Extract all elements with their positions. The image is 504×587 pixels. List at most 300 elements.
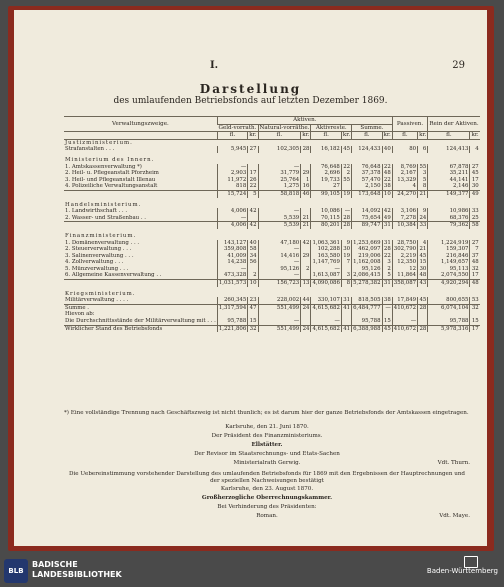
cell-fl: 28,750 xyxy=(392,240,417,247)
cell-fl: 10,986 xyxy=(428,208,470,215)
cell-kr xyxy=(382,311,392,318)
cell-kr: 45 xyxy=(471,170,479,177)
section-header-row xyxy=(64,202,480,209)
row-label: Wirklicher Stand des Betriebsfonds xyxy=(64,325,217,332)
cell-kr: 53 xyxy=(471,297,479,304)
row-label: Strafanstalten . . . xyxy=(65,146,115,153)
cell-fl: — xyxy=(258,164,301,171)
row-label: Summe . xyxy=(64,304,217,311)
cell-kr xyxy=(248,311,258,318)
cell-fl: 37,378 xyxy=(352,170,382,177)
cell-kr: 37 xyxy=(471,252,479,259)
cell-kr: 31 xyxy=(383,239,391,246)
section-header-row xyxy=(64,139,480,146)
row-label: 4. Zollverwaltung . . . xyxy=(65,259,124,266)
cell-kr: — xyxy=(341,208,351,215)
cell-kr xyxy=(248,266,258,273)
cell-kr: 21 xyxy=(302,214,310,221)
cell-fl: 19,733 xyxy=(311,177,341,184)
revisor-sign: Vdt. Thurn. xyxy=(437,460,470,466)
unit-kr: kr. xyxy=(342,132,351,139)
row-label: Finanzministerium. xyxy=(65,232,137,239)
table-row xyxy=(64,246,480,253)
table-row xyxy=(64,164,480,171)
cell-fl: 3,106 xyxy=(392,208,417,215)
cell-kr: 21 xyxy=(302,222,310,229)
cell-fl: 70,115 xyxy=(311,215,341,222)
cell-fl: 95,788 xyxy=(428,318,470,325)
cell-fl: 14,238 xyxy=(217,259,247,266)
cell-kr: 30 xyxy=(419,265,427,272)
cell-fl: 4,006 xyxy=(217,208,247,215)
cell-kr xyxy=(418,311,428,318)
cell-kr: 48 xyxy=(471,280,479,287)
cell-fl: 89,747 xyxy=(352,222,382,229)
row-label: 6. Allgemeine Kassenverwaltung . . xyxy=(65,272,162,279)
cell-fl: 2,903 xyxy=(217,170,247,177)
unit-kr: kr. xyxy=(383,132,391,139)
table-row xyxy=(64,183,480,190)
cell-fl: 4,920,294 xyxy=(428,280,470,287)
cell-kr: 27 xyxy=(471,163,479,170)
cell-fl: 58,818 xyxy=(258,190,301,197)
cell-kr: 56 xyxy=(249,259,257,266)
cell-fl: 410,672 xyxy=(393,325,417,332)
cell-fl: 10,384 xyxy=(392,222,417,229)
cell-fl: 4,090,086 xyxy=(312,280,340,287)
cell-fl: 102,305 xyxy=(258,146,301,153)
cell-kr: 16 xyxy=(302,183,310,190)
table-row xyxy=(64,253,480,260)
unit-kr: kr. xyxy=(249,132,257,139)
cell-kr: 46 xyxy=(302,190,310,197)
row-label: 1. Domänenverwaltung . . . xyxy=(65,239,140,246)
cell-kr: 34 xyxy=(249,252,257,259)
cell-fl: 68,376 xyxy=(428,215,470,222)
cell-fl: 551,499 xyxy=(258,325,301,332)
col-aktiven: Aktiven. xyxy=(217,117,392,125)
cell-fl: 2,167 xyxy=(392,170,417,177)
scanned-page xyxy=(14,10,487,546)
cell-kr: 58 xyxy=(471,222,479,229)
betriebsfonds-table xyxy=(64,116,480,332)
cell-kr: — xyxy=(382,304,392,311)
cell-fl xyxy=(217,311,247,318)
total-row xyxy=(64,304,480,311)
section-number: I. xyxy=(210,60,219,71)
cell-fl: 44,141 xyxy=(428,177,470,184)
unit-fl: fl. xyxy=(428,132,470,140)
unit-fl: fl. xyxy=(352,132,382,140)
cell-kr: 45 xyxy=(419,252,427,259)
cell-kr: 10 xyxy=(383,190,391,197)
row-label: Kriegsministerium. xyxy=(65,290,136,297)
cell-kr: 31 xyxy=(383,222,391,229)
cell-fl: — xyxy=(392,318,417,325)
page-subtitle: des umlaufenden Betriebsfonds auf letzten Dezember 1869. xyxy=(113,96,388,106)
cell-kr: 10 xyxy=(249,280,257,287)
cell-fl: 35,211 xyxy=(428,170,470,177)
row-label xyxy=(64,222,217,229)
cell-fl: 4 xyxy=(392,183,417,190)
cell-kr: 15 xyxy=(419,259,427,266)
unit-fl: fl. xyxy=(311,132,341,140)
cell-kr: 49 xyxy=(383,214,391,221)
cell-kr xyxy=(341,318,351,325)
cell-fl: 330,107 xyxy=(311,297,341,304)
row-label: 1. Landwirthschaft . . . xyxy=(65,208,128,215)
cell-fl: 11,864 xyxy=(392,272,417,279)
cell-kr: 22 xyxy=(383,176,391,183)
cell-kr: 28 xyxy=(383,246,391,253)
row-label xyxy=(64,280,217,287)
cell-fl: 818 xyxy=(217,183,247,190)
cell-fl: 76,648 xyxy=(352,164,382,171)
cell-kr: 2 xyxy=(382,266,392,273)
cell-fl: 15,724 xyxy=(217,190,247,197)
cell-fl: 8,769 xyxy=(392,164,417,171)
cell-fl: 551,499 xyxy=(258,304,301,311)
table-row xyxy=(64,215,480,222)
place-date: Karlsruhe, den 21. Juni 1870. xyxy=(225,424,309,430)
cell-fl: 102,288 xyxy=(311,246,341,253)
cell-kr: 48 xyxy=(419,272,427,279)
cell-kr: 49 xyxy=(471,190,479,197)
cell-fl: 800,655 xyxy=(428,297,470,304)
cell-kr xyxy=(301,246,311,253)
cell-fl: 5,945 xyxy=(217,146,247,153)
cell-kr: 7 xyxy=(470,246,480,253)
cell-kr xyxy=(301,318,311,325)
table-body xyxy=(64,139,480,332)
cell-kr xyxy=(341,183,351,190)
cell-kr xyxy=(301,311,311,318)
col-branch: Verwaltungszweige. xyxy=(64,117,217,132)
table-row xyxy=(64,318,480,325)
cell-kr: 48 xyxy=(383,170,391,177)
cell-fl: 17,849 xyxy=(392,297,417,304)
cell-kr: 9 xyxy=(418,208,428,215)
cell-fl: 2,086,415 xyxy=(353,272,381,279)
row-label: 1. Amtskassenverwaltung *) xyxy=(65,163,142,170)
cell-fl: — xyxy=(258,208,301,215)
cell-fl: 12,350 xyxy=(392,259,417,266)
cell-kr: 7 xyxy=(341,259,351,266)
page-number: 29 xyxy=(452,60,465,71)
row-label: Handelsministerium. xyxy=(65,201,142,208)
cell-fl: 13,329 xyxy=(392,177,417,184)
col-summe: Summe. xyxy=(352,124,393,132)
cell-kr: 5 xyxy=(418,177,428,184)
cell-kr: 22 xyxy=(249,183,257,190)
cell-fl: 75,654 xyxy=(352,215,382,222)
row-label: 2. Wasser- und Straßenbau . . xyxy=(65,214,146,221)
col-geld: Geld-vorrath. xyxy=(218,124,257,131)
cell-kr: 42 xyxy=(249,208,257,215)
table-row xyxy=(64,311,480,318)
cell-kr: 15 xyxy=(383,318,391,325)
chamber-sign: Vdt. Maye. xyxy=(439,513,470,519)
unit-blank xyxy=(64,132,217,140)
cell-fl: 5,539 xyxy=(258,222,301,229)
cell-fl: — xyxy=(258,259,301,266)
cell-kr: 33 xyxy=(471,208,479,215)
cell-kr: 32 xyxy=(249,325,257,332)
cell-kr: 45 xyxy=(419,297,427,304)
cell-fl: 1,253,669 xyxy=(353,239,381,246)
col-passiven: Passiven. xyxy=(392,117,428,132)
cell-fl: 2,696 xyxy=(311,170,341,177)
cell-fl: 67,878 xyxy=(428,164,470,171)
cell-kr: 6 xyxy=(418,146,428,153)
cell-kr: 29 xyxy=(302,252,310,259)
cell-kr: 4 xyxy=(470,146,480,153)
cell-fl: 410,672 xyxy=(393,304,417,311)
blb-logo: BLB xyxy=(4,559,28,583)
unit-row xyxy=(64,132,480,140)
cell-kr: 2 xyxy=(341,170,351,177)
cell-kr: 41 xyxy=(343,325,351,332)
table-row xyxy=(64,170,480,177)
cell-fl: 14,092 xyxy=(352,208,382,215)
cell-kr: 24 xyxy=(419,214,427,221)
row-label: 5. Münzverwaltung . . . xyxy=(65,265,129,272)
cell-kr: 17 xyxy=(249,170,257,177)
cell-fl: 1,147,769 xyxy=(312,259,340,266)
cell-kr: 9 xyxy=(341,240,351,247)
cell-kr: 24 xyxy=(302,304,310,311)
cell-fl: 95,788 xyxy=(217,318,247,325)
cell-kr: 29 xyxy=(302,170,310,177)
row-label: Ministerium des Innern. xyxy=(65,156,155,163)
cell-kr: 17 xyxy=(471,176,479,183)
cell-fl: 1,275 xyxy=(258,183,301,190)
cell-fl: — xyxy=(217,266,247,273)
cell-kr: 28 xyxy=(419,304,427,311)
cell-kr: 45 xyxy=(383,325,391,332)
page-title: Darstellung xyxy=(199,82,302,96)
table-row xyxy=(64,177,480,184)
cell-kr: 15 xyxy=(249,318,257,325)
unit-fl: fl. xyxy=(258,132,301,140)
cell-fl: 143,127 xyxy=(217,240,247,247)
cell-kr: 47 xyxy=(249,304,257,311)
cell-kr: 26 xyxy=(249,176,257,183)
cell-fl: 124,413 xyxy=(428,146,470,153)
row-label: Militärverwaltung . . . . xyxy=(65,297,129,304)
cell-kr: 2 xyxy=(301,266,311,273)
cell-fl: 260,345 xyxy=(217,297,247,304)
cell-fl: 12 xyxy=(392,266,417,273)
cell-kr: 42 xyxy=(383,208,391,215)
cell-fl: — xyxy=(217,164,247,171)
cell-kr: 5 xyxy=(382,272,392,279)
cell-fl: 99,105 xyxy=(311,190,341,197)
cell-kr: 55 xyxy=(419,163,427,170)
row-label xyxy=(64,190,217,197)
unit-kr: kr. xyxy=(302,132,310,139)
cell-kr: 28 xyxy=(419,325,427,332)
cell-kr: 22 xyxy=(383,252,391,259)
table-row xyxy=(64,266,480,273)
cell-kr: 3 xyxy=(418,170,428,177)
cell-kr: 28 xyxy=(343,222,351,229)
cell-fl: — xyxy=(311,318,341,325)
cell-kr: 38 xyxy=(383,297,391,304)
table-row xyxy=(64,240,480,247)
cell-kr: 17 xyxy=(471,272,479,279)
cell-fl xyxy=(311,311,341,318)
row-label: 3. Salinenverwaltung . . . xyxy=(65,252,134,259)
cell-fl: 302,790 xyxy=(393,246,417,253)
table-row xyxy=(64,146,480,153)
cell-kr: 44 xyxy=(302,297,310,304)
cell-kr: 17 xyxy=(471,325,479,332)
section-header-row xyxy=(64,157,480,164)
cell-fl: 228,002 xyxy=(258,297,301,304)
cell-fl xyxy=(352,311,382,318)
row-label: 3. Heil- und Pflegeanstalt Illenau xyxy=(65,176,156,183)
cell-fl: 47,180 xyxy=(258,240,301,247)
total-row xyxy=(64,325,480,332)
cell-fl: 80 xyxy=(392,146,417,153)
statement-date: Karlsruhe, den 23. August 1870. xyxy=(220,486,314,492)
cell-kr: 21 xyxy=(419,246,427,253)
cell-fl: 6,388,988 xyxy=(353,325,381,332)
cell-kr xyxy=(248,215,258,222)
cell-kr xyxy=(418,318,428,325)
table-row xyxy=(64,259,480,266)
cell-kr: 32 xyxy=(471,304,479,311)
cell-kr: 30 xyxy=(471,183,479,190)
cell-kr: 42 xyxy=(249,222,257,229)
cell-kr xyxy=(301,259,311,266)
cell-fl: 1,031,573 xyxy=(218,280,247,287)
row-label: 2. Heil- u. Pflegeanstalt Pforzheim xyxy=(65,170,159,177)
cell-fl: 462,097 xyxy=(352,246,382,253)
cell-kr: 24 xyxy=(302,325,310,332)
cell-fl: 4,615,682 xyxy=(312,304,340,311)
cell-kr: 48 xyxy=(471,259,479,266)
cell-kr: 22 xyxy=(343,163,351,170)
total-row xyxy=(64,190,480,197)
ministry: Der Präsident des Finanzministeriums. xyxy=(211,433,323,439)
cell-kr: 40 xyxy=(383,146,391,153)
cell-kr: 5 xyxy=(248,190,258,197)
cell-kr: 30 xyxy=(343,246,351,253)
cell-fl: 473,328 xyxy=(217,272,247,279)
cell-kr: 27 xyxy=(471,239,479,246)
chamber: Großherzogliche Oberrechnungskammer. xyxy=(201,495,333,501)
chamber-name: Roman. xyxy=(256,513,278,519)
cell-kr: 42 xyxy=(302,239,310,246)
cell-fl: — xyxy=(258,272,301,279)
row-label: Hievon ab: xyxy=(65,311,95,318)
cell-kr: 27 xyxy=(249,146,257,153)
cell-kr: 25 xyxy=(471,214,479,221)
cell-fl: 6,074,104 xyxy=(428,304,470,311)
cell-fl: 5,278,382 xyxy=(353,280,381,287)
cell-fl: 76,648 xyxy=(311,164,341,171)
cell-kr: 45 xyxy=(343,146,351,153)
cell-fl: 95,788 xyxy=(352,318,382,325)
cell-fl: 10,086 xyxy=(311,208,341,215)
cell-fl: 1,224,919 xyxy=(428,240,470,247)
cell-fl: 41,009 xyxy=(217,253,247,260)
cell-fl: 1,613,087 xyxy=(312,272,340,279)
cell-fl: 2,146 xyxy=(428,183,470,190)
cell-fl: 156,723 xyxy=(258,280,301,287)
section-header-row xyxy=(64,233,480,240)
cell-kr: 2 xyxy=(248,272,258,279)
unit-kr: kr. xyxy=(419,132,427,139)
cell-kr: 41 xyxy=(343,304,351,311)
cell-kr: 21 xyxy=(419,190,427,197)
cell-fl: 57,470 xyxy=(352,177,382,184)
cell-fl: 1,221,806 xyxy=(218,325,247,332)
section-header-row xyxy=(64,291,480,298)
cell-fl: 95,126 xyxy=(258,266,301,273)
cell-fl: 818,505 xyxy=(352,297,382,304)
cell-fl: 31,779 xyxy=(258,170,301,177)
cell-fl: 1,063,361 xyxy=(312,239,340,246)
state-name: Baden-Württemberg xyxy=(426,567,498,575)
cell-fl: 359,808 xyxy=(217,246,247,253)
cell-fl: 149,377 xyxy=(428,190,470,197)
table-row xyxy=(64,272,480,279)
cell-kr xyxy=(301,164,311,171)
cell-fl: 1,162,008 xyxy=(353,259,381,266)
cell-fl xyxy=(258,311,301,318)
cell-kr: 19 xyxy=(343,190,351,197)
cell-kr: 3 xyxy=(341,272,351,279)
cell-fl: 2,074,550 xyxy=(428,272,470,279)
cell-kr: 1 xyxy=(301,177,311,184)
cell-kr: 38 xyxy=(383,183,391,190)
cell-fl: — xyxy=(311,266,341,273)
cell-fl: 2,150 xyxy=(352,183,382,190)
cell-fl: 173,648 xyxy=(352,190,382,197)
row-label: Justizministerium. xyxy=(65,139,133,146)
cell-fl: 2,219 xyxy=(392,253,417,260)
table-row xyxy=(64,208,480,215)
cell-kr: 33 xyxy=(419,222,427,229)
cell-fl: 4,615,682 xyxy=(312,325,340,332)
cell-fl: 216,846 xyxy=(428,253,470,260)
col-aktivrest: Aktivreste. xyxy=(311,124,352,132)
revisor-office: Ministerialrath Gerwig. xyxy=(233,460,301,466)
cell-fl: — xyxy=(217,215,247,222)
cell-fl: 5,978,316 xyxy=(428,325,470,332)
cell-kr xyxy=(301,272,311,279)
cell-kr: 23 xyxy=(249,297,257,304)
row-label: 4. Polizeiliche Verwaltungsanstalt xyxy=(65,183,158,190)
revisor-title: Der Revisor im Staatsrechnungs- und Etats-Sachen xyxy=(194,451,340,457)
cell-kr: 28 xyxy=(343,214,351,221)
cell-kr: 55 xyxy=(343,176,351,183)
cell-fl: 159,307 xyxy=(428,246,470,253)
cell-kr: 40 xyxy=(249,239,257,246)
table-row xyxy=(64,297,480,304)
cell-kr xyxy=(470,311,480,318)
cell-kr: 13 xyxy=(302,280,310,287)
cell-kr: 22 xyxy=(383,163,391,170)
cell-kr: 8 xyxy=(418,183,428,190)
cell-kr: 3 xyxy=(382,259,392,266)
cell-fl: 79,362 xyxy=(428,222,470,229)
library-name-line1: BADISCHE xyxy=(32,560,78,569)
cell-fl: — xyxy=(258,318,301,325)
